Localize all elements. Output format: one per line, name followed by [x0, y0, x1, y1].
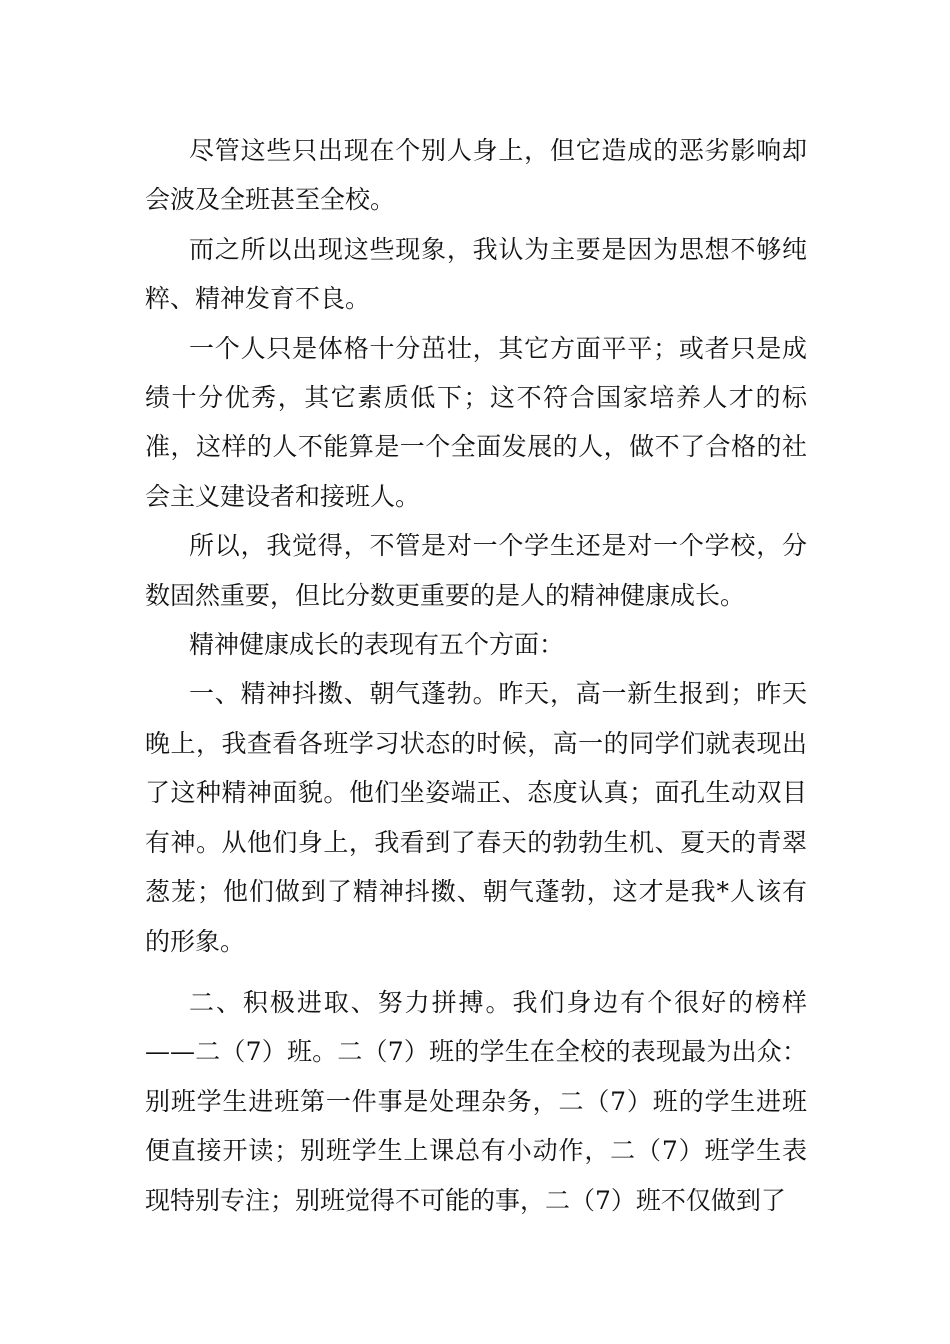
paragraph-2: 而之所以出现这些现象，我认为主要是因为思想不够纯粹、精神发育不良。	[145, 234, 807, 314]
paragraph-6: 一、精神抖擞、朝气蓬勃。昨天，高一新生报到；昨天晚上，我查看各班学习状态的时候，高一的同学们就表现出了这种精神面貌。他们坐姿端正、态度认真；面孔生动双目有神。从他们身上，我看到了春天的勃勃生机、夏天的青翠葱茏；他们做到了精神抖擞、朝气蓬勃，这才是我*人该有的形象。	[145, 679, 807, 956]
paragraph-5: 精神健康成长的表现有五个方面：	[189, 630, 565, 660]
paragraph-1: 尽管这些只出现在个别人身上，但它造成的恶劣影响却会波及全班甚至全校。	[145, 136, 807, 215]
paragraph-4: 所以，我觉得，不管是对一个学生还是对一个学校，分数固然重要，但比分数更重要的是人的精神健康成长。	[145, 531, 807, 610]
paragraph-3: 一个人只是体格十分茁壮，其它方面平平；或者只是成绩十分优秀，其它素质低下；这不符合国家培养人才的标准，这样的人不能算是一个全面发展的人，做不了合格的社会主义建设者和接班人。	[145, 333, 807, 511]
paragraph-7: 二、积极进取、努力拼搏。我们身边有个很好的榜样——二（7）班。二（7）班的学生在全校的表现最为出众：别班学生进班第一件事是处理杂务，二（7）班的学生进班便直接开读；别班学生上课总有小动作，二（7）班学生表现特别专注；别班觉得不可能的事，二（7）班不仅做到了	[145, 987, 807, 1215]
body-text	[145, 126, 807, 1225]
